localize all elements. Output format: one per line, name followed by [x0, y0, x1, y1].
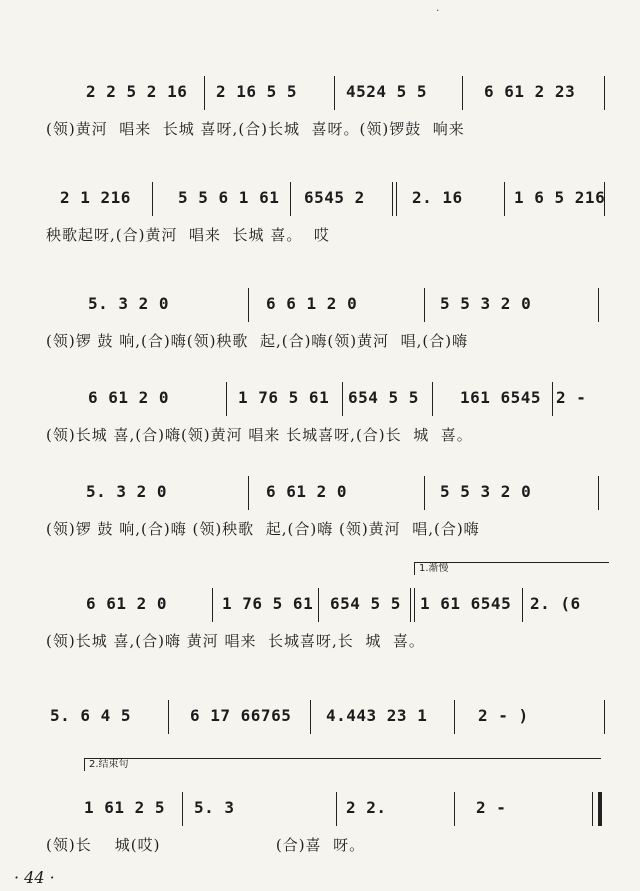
measure: 2 2. [346, 798, 387, 817]
measure: 5. 6 4 5 [50, 706, 132, 725]
notation-row [0, 584, 640, 624]
measure: 2. (6 [530, 594, 581, 613]
volta-bracket-2: 2.结束句 [84, 758, 601, 771]
lyric-line: (领)长城 喜,(合)嗨(领)黄河 唱来 长城喜呀,(合)长 城 喜。 [46, 426, 473, 444]
barline [334, 76, 335, 110]
measure: 4524 5 5 [346, 82, 428, 101]
measure: 1 61 6545 [420, 594, 512, 613]
measure: 2 2 5 2 16 [86, 82, 188, 101]
notation-row [0, 178, 640, 218]
barline [212, 588, 213, 622]
measure: 5. 3 2 0 [88, 294, 170, 313]
measure: 6 61 2 0 [88, 388, 170, 407]
lyric-line: (领)锣 鼓 响,(合)嗨 (领)秧歌 起,(合)嗨 (领)黄河 唱,(合)嗨 [46, 520, 480, 538]
measure: 1 6 5 216 [514, 188, 606, 207]
barline [226, 382, 227, 416]
notation-row [0, 72, 640, 112]
barline [454, 700, 455, 734]
notation-row [0, 788, 640, 828]
barline [168, 700, 169, 734]
measure: 4.443 23 1 [326, 706, 428, 725]
barline [248, 288, 249, 322]
lyric-line: (领)锣 鼓 响,(合)嗨(领)秧歌 起,(合)嗨(领)黄河 唱,(合)嗨 [46, 332, 469, 350]
barline [504, 182, 505, 216]
barline [342, 382, 343, 416]
measure: 2 16 5 5 [216, 82, 298, 101]
measure: 654 5 5 [330, 594, 401, 613]
measure: 1 76 5 61 [222, 594, 314, 613]
barline [290, 182, 291, 216]
barline [318, 588, 319, 622]
barline [204, 76, 205, 110]
barline [432, 382, 433, 416]
margin-dot: · [436, 4, 440, 17]
barline [462, 76, 463, 110]
measure: 6 17 66765 [190, 706, 292, 725]
measure: 6 61 2 0 [86, 594, 168, 613]
measure: 5 5 3 2 0 [440, 294, 532, 313]
measure: 5 5 6 1 61 [178, 188, 280, 207]
barline [598, 476, 599, 510]
notation-row [0, 284, 640, 324]
barline [336, 792, 337, 826]
repeat-barline [410, 588, 415, 622]
lyric-line: (领)长 城(哎) (合)喜 呀。 [46, 836, 366, 854]
barline [310, 700, 311, 734]
barline [424, 476, 425, 510]
measure: 6 61 2 0 [266, 482, 348, 501]
measure: 654 5 5 [348, 388, 419, 407]
lyric-line: 秧歌起呀,(合)黄河 唱来 长城 喜。 哎 [46, 226, 330, 244]
barline [604, 182, 605, 216]
barline [604, 76, 605, 110]
measure: 2 - ) [478, 706, 529, 725]
notation-row [0, 378, 640, 418]
barline [604, 700, 605, 734]
barline [522, 588, 523, 622]
barline [182, 792, 183, 826]
lyric-line: (领)黄河 唱来 长城 喜呀,(合)长城 喜呀。(领)锣鼓 响来 [46, 120, 465, 138]
notation-row [0, 472, 640, 512]
final-barline [592, 792, 602, 826]
measure: 2 1 216 [60, 188, 131, 207]
measure: 1 76 5 61 [238, 388, 330, 407]
volta-bracket-1: 1.渐慢 [414, 562, 609, 575]
measure: 5. 3 [194, 798, 235, 817]
measure: 5. 3 2 0 [86, 482, 168, 501]
measure: 1 61 2 5 [84, 798, 166, 817]
measure: 6 6 1 2 0 [266, 294, 358, 313]
notation-row [0, 696, 640, 736]
lyric-line: (领)长城 喜,(合)嗨 黄河 唱来 长城喜呀,长 城 喜。 [46, 632, 425, 650]
page-number: · 44 · [14, 868, 55, 887]
barline [152, 182, 153, 216]
repeat-barline [392, 182, 397, 216]
measure: 2. 16 [412, 188, 463, 207]
barline [552, 382, 553, 416]
barline [248, 476, 249, 510]
measure: 2 - [556, 388, 587, 407]
barline [598, 288, 599, 322]
measure: 2 - [476, 798, 507, 817]
measure: 5 5 3 2 0 [440, 482, 532, 501]
barline [424, 288, 425, 322]
barline [454, 792, 455, 826]
measure: 6 61 2 23 [484, 82, 576, 101]
measure: 6545 2 [304, 188, 365, 207]
measure: 161 6545 [460, 388, 542, 407]
